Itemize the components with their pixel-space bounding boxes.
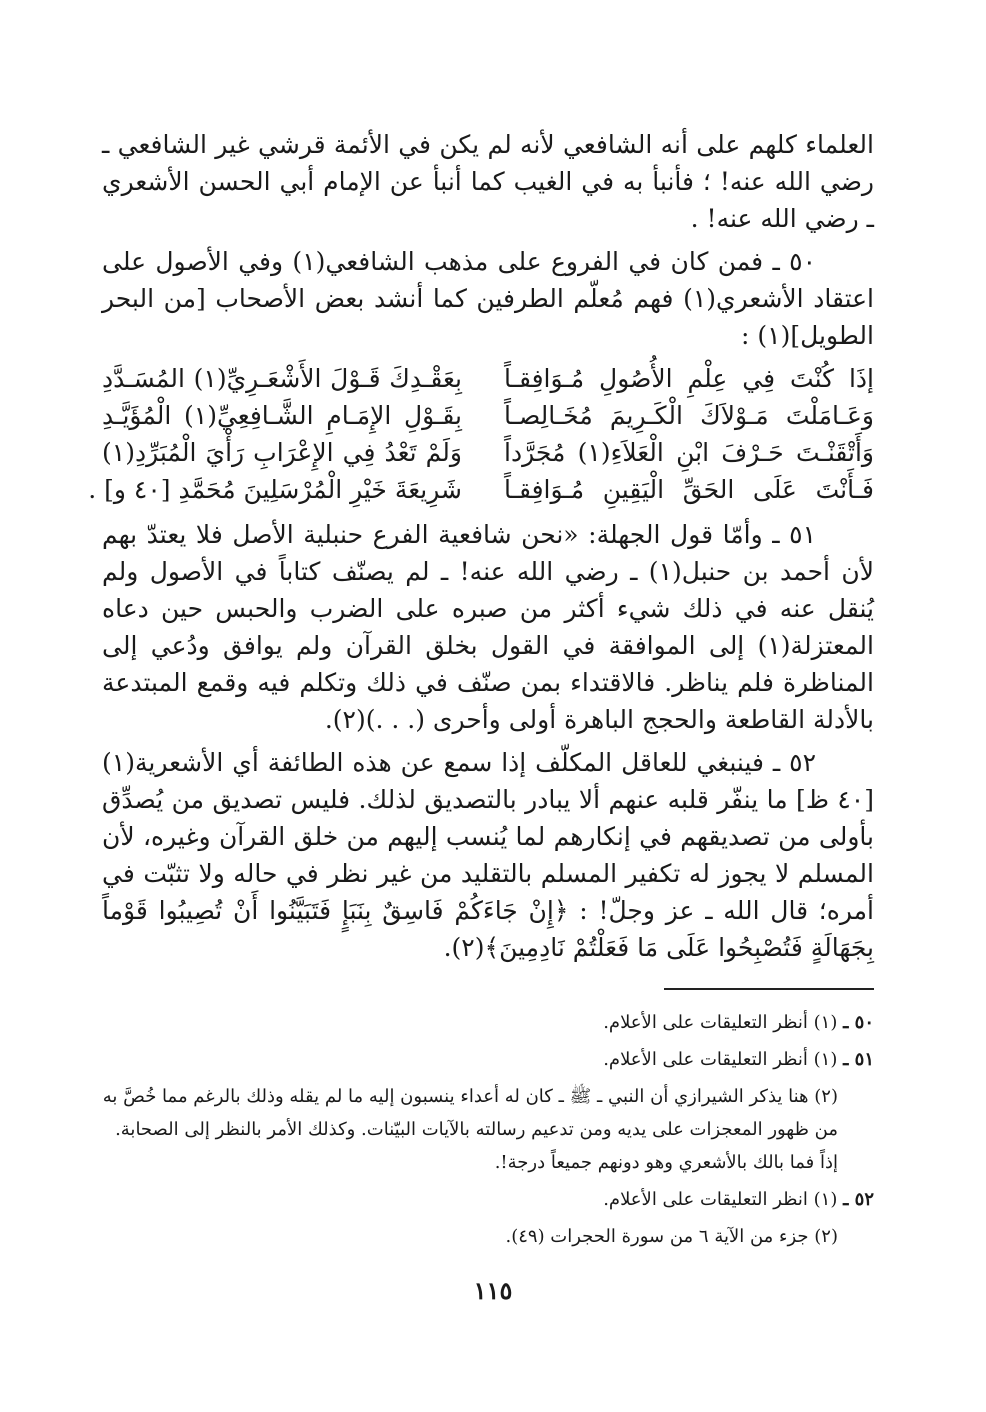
verse-second-hemistich: بِقَـوْلِ الإِمَـامِ الشَّـافِعِيِّ(١) الْمُؤَيَّـدِ (102, 401, 462, 430)
poem (88, 360, 874, 508)
footnote-text: (١) أنظر التعليقات على الأعلام. (603, 1049, 838, 1070)
verse-first-hemistich: وَأَتْقَنْـتَ حَـرْفَ ابْنِ الْعَلاَءِ(١) مُجَرَّداً (504, 438, 874, 467)
verse-line (102, 360, 874, 397)
footnote (102, 1080, 838, 1179)
verse-first-hemistich: فَـأَنْتَ عَلَى الحَقِّ الْيَقِينِ مُـوَافِقـاً (504, 475, 874, 504)
footnote-text: (١) أنظر التعليقات على الأعلام. (603, 1012, 838, 1033)
footnote-section: ٥٢ ـ (843, 1189, 874, 1210)
paragraph-50: ٥٠ ـ فمن كان في الفروع على مذهب الشافعي(١) وفي الأصول على اعتقاد الأشعري(١) فهم مُعلّم الطرفين كما أنشد بعض الأصحاب [من البحر الطويل](١) : (102, 247, 875, 350)
footnote-section: ٥١ ـ (843, 1049, 874, 1070)
verse-line (88, 471, 874, 508)
paragraph-51: ٥١ ـ وأمّا قول الجهلة: «نحن شافعية الفرع حنبلية الأصل فلا يعتدّ بهم لأن أحمد بن حنبل(١) ـ رضي الله عنه! ـ لم يصنّف كتاباً في الأصول ولم يُنقل عنه في ذلك شيء أكثر من صبره على الضرب والحبس حين دعاه المعتزلة(١) إلى الموافقة في القول بخلق القرآن ولم يوافق ودُعي إلى المناظرة فلم يناظر. فالاقتداء بمن صنّف في ذلك وتكلم فيه وقمع المبتدعة بالأدلة القاطعة والحجج الباهرة أولى وأحرى (. . .)(٢). (102, 520, 874, 734)
verse-line (102, 397, 874, 434)
verse-second-hemistich: شَرِيعَةَ خَيْرِ الْمُرْسَلِينَ مُحَمَّدِ [٤٠ و] . (88, 475, 462, 504)
verse-first-hemistich: إذَا كُنْتَ فِي عِلْمِ الأُصُولِ مُـوَافِقـاً (504, 364, 874, 393)
paragraph-continuation: العلماء كلهم على أنه الشافعي لأنه لم يكن في الأئمة قرشي غير الشافعي ـ رضي الله عنه! ؛ فأنبأ به في الغيب كما أنبأ عن الإمام أبي الحسن الأشعري ـ رضي الله عنه! . (102, 130, 874, 233)
footnote-separator (664, 988, 874, 990)
footnote-section: ٥٠ ـ (843, 1012, 874, 1033)
footnote (102, 1220, 838, 1253)
footnote (102, 1183, 874, 1216)
page-number: ١١٥ (473, 1276, 513, 1305)
paragraph-52: ٥٢ ـ فينبغي للعاقل المكلّف إذا سمع عن هذه الطائفة أي الأشعرية(١) [٤٠ ظ] ما ينفّر قلبه عنهم ألا يبادر بالتصديق لذلك. فليس تصديق من يُصدِّق بأولى من تصديقهم في إنكارهم لما يُنسب إليهم من خلق القرآن وغيره، لأن المسلم لا يجوز له تكفير المسلم بالتقليد من غير نظر في حاله ولا تثبّت في أمره؛ قال الله ـ عز وجلّ! : ﴿إِنْ جَاءَكُمْ فَاسِقٌ بِنَبَإٍ فَتَبَيَّنُوا أَنْ تُصِيبُوا قَوْماً بِجَهَالَةٍ فَتُصْبِحُوا عَلَى مَا فَعَلْتُمْ نَادِمِينَ﴾(٢). (102, 748, 874, 962)
footnote-text: (١) انظر التعليقات على الأعلام. (603, 1189, 838, 1210)
verse-line (102, 434, 874, 471)
footnotes (102, 1006, 874, 1257)
footnote-text: (٢) هنا يذكر الشيرازي أن النبي ـ ﷺ ـ كان له أعداء ينسبون إليه ما لم يقله وذلك بالرغم مما خُصَّ به من ظهور المعجزات على يديه ومن تدعيم رسالته بالآيات البيّنات. وكذلك الأمر بالنظر إلى الصحابة. إذاً فما بالك بالأشعري وهو دونهم جميعاً درجة!. (102, 1086, 838, 1173)
verse-first-hemistich: وَعَـامَلْتَ مَـوْلاَكَ الْكَـرِيمَ مُخَـالِصـاً (504, 401, 874, 430)
verse-second-hemistich: وَلَمْ تَعْدُ فِي الإِعْرَابِ رَأْيَ الْمُبَرِّدِ(١) (102, 438, 462, 467)
footnote (102, 1006, 874, 1039)
footnote (102, 1043, 874, 1076)
main-text (88, 126, 875, 972)
footnote-text: (٢) جزء من الآية ٦ من سورة الحجرات (٤٩). (505, 1226, 838, 1247)
verse-second-hemistich: بِعَقْـدِكَ قَـوْلَ الأَشْعَـرِيِّ(١) المُسَـدَّدِ (102, 364, 462, 393)
